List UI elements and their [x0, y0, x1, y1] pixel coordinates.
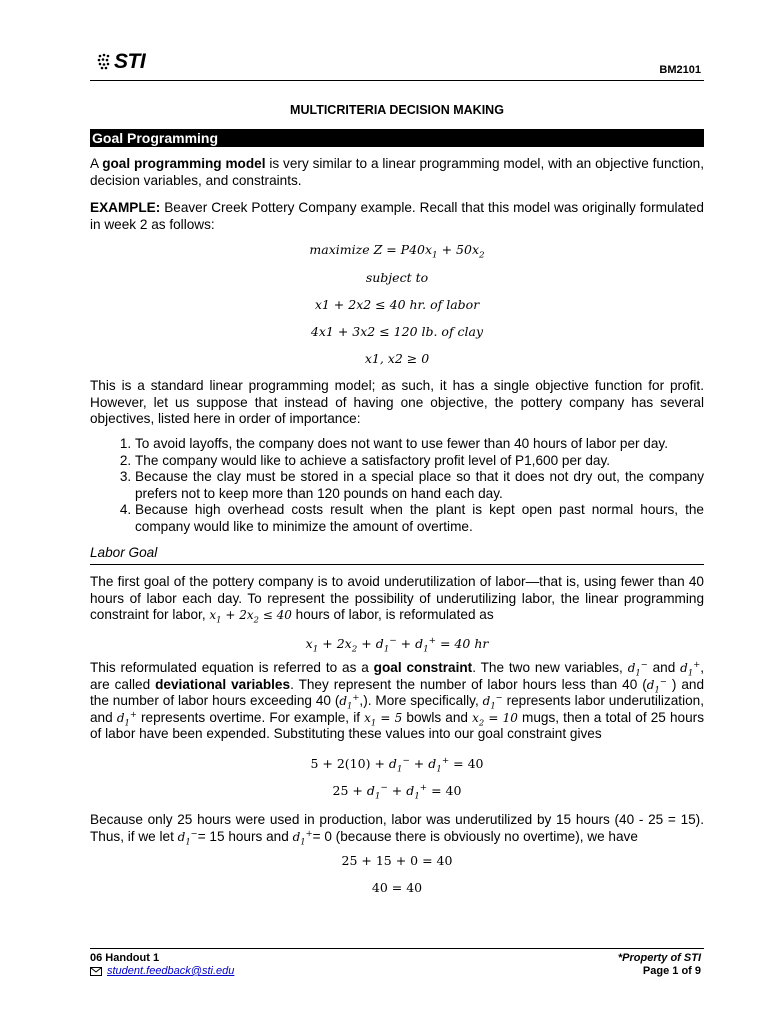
subject-to-label: subject to	[365, 270, 429, 285]
term-goal-programming-model: goal programming model	[102, 156, 266, 171]
header-divider	[90, 80, 704, 81]
labor-goal-paragraph-1: The first goal of the pottery company is to avoid underutilization of labor—that is, using fewer than 40 hours of labor each day. To represent the possibility of underutilizing labor, the linear programming constraint for labor, $x_1 + 2x_2 \le 40$ hours of labor, is reformulated as	[90, 574, 704, 625]
list-item: 4. Because high overhead costs result when the plant is kept open past normal hours, the company would like to minimize the amount of overtime.	[135, 502, 704, 535]
labor-goal-paragraph-2: This reformulated equation is referred to as a goal constraint. The two new variables, $d_1^-$ and $d_1^+$, are called deviational variables. They represent the number of labor hours less than 40 ($d_1^-$ ) and the number of labor hours exceeding 40 $(d_1^+,)$. More specifically, $d_1^-$ represents labor underutilization, and $d_1^+$ represents overtime. For example, if $x_1 = 5$ bowls and $x_2 = 10$ mugs, then a total of 25 hours of labor have been expended. Substituting these values into our goal constraint gives	[90, 659, 705, 741]
list-item: 1. To avoid layoffs, the company does not want to use fewer than 40 hours of labor per day.	[135, 436, 704, 453]
section-heading: Goal Programming	[90, 129, 704, 147]
constraint-nonnegativity: x1, x2 ≥ 0	[364, 351, 430, 366]
term-deviational-variables: deviational variables	[155, 676, 291, 692]
document-code: BM2101	[659, 64, 701, 76]
intro-paragraph: A goal programming model is very similar to a linear programming model, with an objective function, decision variables, and constraints.	[90, 156, 705, 188]
page-title: MULTICRITERIA DECISION MAKING	[290, 103, 504, 117]
labor-goal-heading: Labor Goal	[90, 545, 158, 560]
envelope-icon	[90, 967, 102, 976]
page-number: Page 1 of 9	[642, 965, 701, 977]
objective-function: maximize $Z = P40x_1 + 50x_2$	[309, 242, 485, 261]
substitution-equation-2: $25 + d_1^- + d_1^+ = 40$	[332, 782, 462, 802]
email-link[interactable]: student.feedback@sti.edu	[107, 965, 235, 977]
objectives-list	[90, 436, 704, 535]
property-label: *Property of STI	[617, 952, 701, 964]
handout-label: 06 Handout 1	[90, 952, 160, 964]
email-row	[90, 965, 234, 977]
constraint-labor: x1 + 2x2 ≤ 40 hr. of labor	[314, 297, 480, 312]
list-item: 2. The company would like to achieve a satisfactory profit level of P1,600 per day.	[135, 453, 704, 470]
goal-constraint-equation: $x_1 + 2x_2 + d_1^- + d_1^+ = 40$ hr	[305, 635, 489, 655]
constraint-clay: 4x1 + 3x2 ≤ 120 lb. of clay	[310, 324, 484, 339]
list-item: 3. Because the clay must be stored in a special place so that it does not dry out, the company prefers not to keep more than 120 pounds on hand each day.	[135, 469, 704, 502]
sti-logo-icon	[96, 52, 112, 72]
example-paragraph: EXAMPLE: Beaver Creek Pottery Company example. Recall that this model was originally formulated in week 2 as follows:	[90, 200, 704, 232]
term-goal-constraint: goal constraint	[373, 660, 473, 675]
subheading-divider	[90, 564, 704, 565]
result-equation-2: 40 = 40	[371, 880, 423, 895]
logo-text: STI	[114, 50, 146, 73]
standard-model-paragraph: This is a standard linear programming model; as such, it has a single objective function for profit. However, let us suppose that instead of having one objective, the pottery company has several objectives, listed here in order of importance:	[90, 378, 704, 426]
footer-divider	[90, 948, 704, 949]
substitution-equation-1: $5 + 2(10) + d_1^- + d_1^+ = 40$	[310, 755, 484, 775]
sti-logo	[96, 50, 145, 74]
labor-goal-paragraph-3: Because only 25 hours were used in production, labor was underutilized by 15 hours (40 - 25 = 15). Thus, if we let $d_1^-= 15$ hours and $d_1^+= 0$ (because there is obviously no overtime), we have	[90, 812, 704, 846]
example-label: EXAMPLE:	[90, 200, 161, 215]
result-equation-1: 25 + 15 + 0 = 40	[341, 853, 453, 868]
